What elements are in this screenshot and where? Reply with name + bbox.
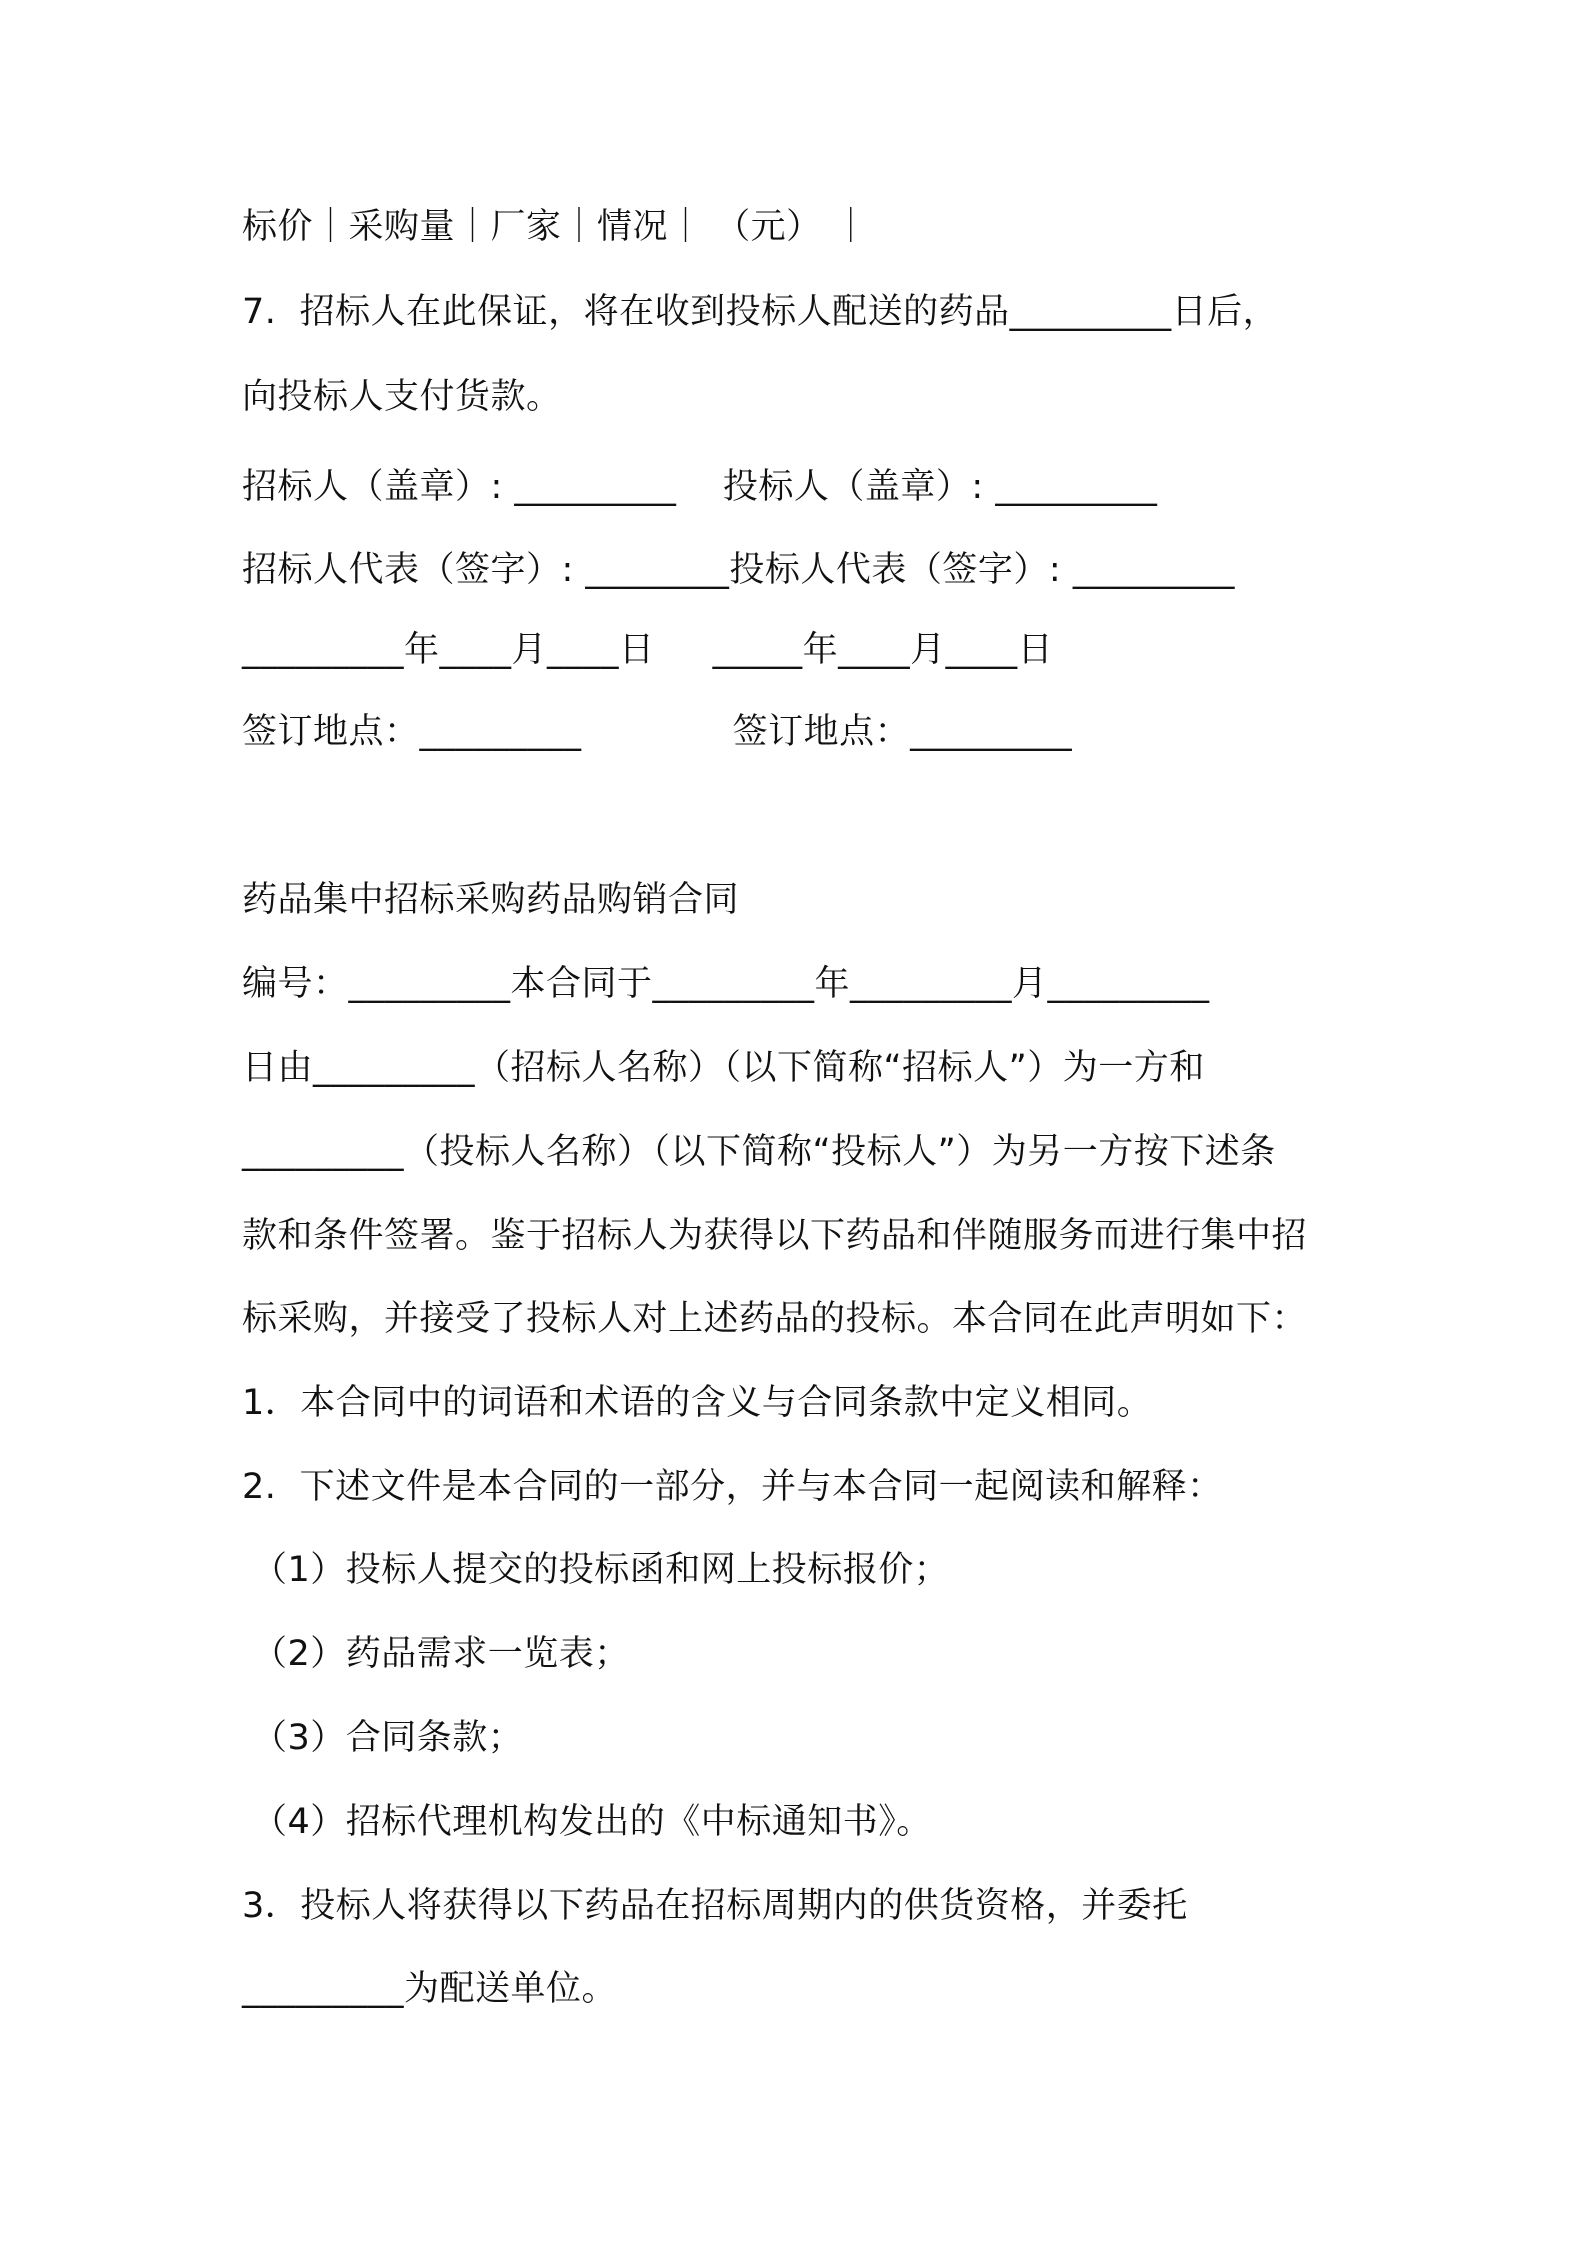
contract-paragraph-line: 编号：_________本合同于_________年_________月_________	[242, 964, 1210, 1004]
contract-title: 药品集中招标采购药品购销合同	[242, 880, 740, 920]
clause-2-item: （1）投标人提交的投标函和网上投标报价；	[252, 1550, 950, 1590]
contract-paragraph-line: 款和条件签署。鉴于招标人为获得以下药品和伴随服务而进行集中招	[242, 1216, 1308, 1256]
clause-7-line-1: 7. 招标人在此保证，将在收到投标人配送的药品_________日后，	[242, 292, 1279, 332]
clause-3-line-2: _________为配送单位。	[242, 1969, 618, 2009]
clause-2-item: （4）招标代理机构发出的《中标通知书》。	[252, 1802, 932, 1842]
clause-1: 1．本合同中的词语和术语的含义与合同条款中定义相同。	[242, 1383, 1153, 1423]
clause-3-line-1: 3．投标人将获得以下药品在招标周期内的供货资格，并委托	[242, 1886, 1188, 1926]
clause-7-line-2: 向投标人支付货款。	[242, 377, 562, 417]
signature-seal-line: 招标人（盖章）: _________ 投标人（盖章）: _________	[242, 467, 1158, 507]
table-header-row: 标价｜采购量｜厂家｜情况｜ （元） ｜	[242, 207, 869, 247]
clause-2: 2. 下述文件是本合同的一部分，并与本合同一起阅读和解释：	[242, 1467, 1223, 1507]
signature-representative-line: 招标人代表（签字）: ________投标人代表（签字）: _________	[242, 550, 1235, 590]
clause-2-item: （2）药品需求一览表；	[252, 1634, 630, 1674]
signature-place-line: 签订地点：_________ 签订地点：_________	[242, 712, 1073, 752]
contract-paragraph-line: 标采购，并接受了投标人对上述药品的投标。本合同在此声明如下：	[242, 1299, 1308, 1339]
contract-paragraph-line: 日由_________（招标人名称）（以下简称“招标人”）为一方和	[242, 1048, 1205, 1088]
clause-2-item: （3）合同条款；	[252, 1718, 524, 1758]
contract-paragraph-line: _________（投标人名称）（以下简称“投标人”）为另一方按下述条	[242, 1132, 1276, 1172]
signature-date-line: _________年____月____日 _____年____月____日	[242, 630, 1054, 670]
